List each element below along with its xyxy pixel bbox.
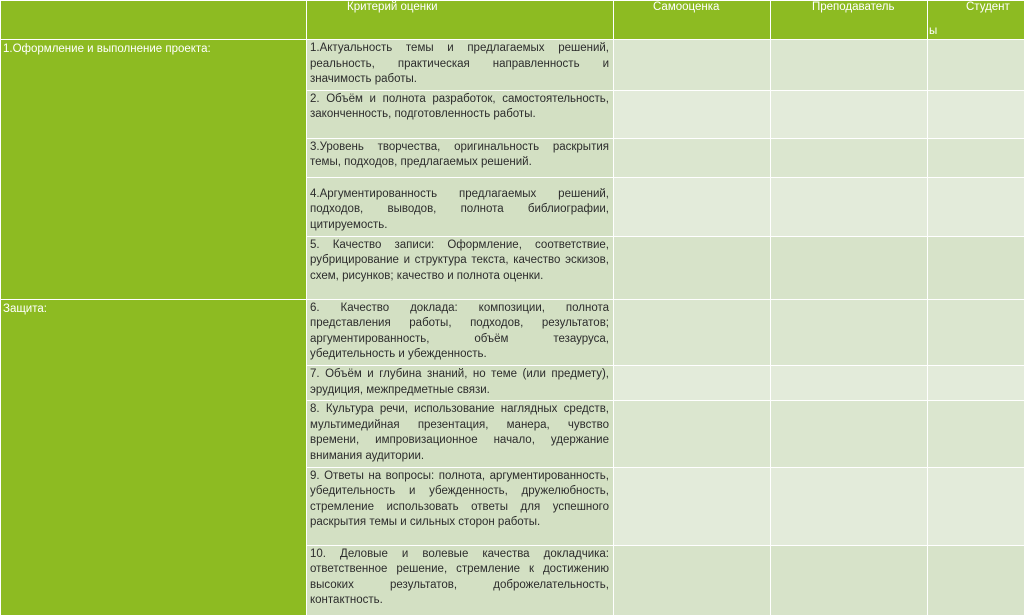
teacher-score-cell[interactable] <box>771 467 928 545</box>
header-students-line1: Студент <box>966 1 1010 15</box>
criterion-cell: 6. Качество доклада: композиции, полнота представления работы, подходов, результатов; аргументированность, объём тезауруса, убедительность и убежденность. <box>307 299 614 365</box>
section-title: Защита: <box>1 299 307 615</box>
teacher-score-cell[interactable] <box>771 90 928 138</box>
criterion-cell: 3.Уровень творчества, оригинальность раскрытия темы, подходов, предлагаемых решений. <box>307 138 614 177</box>
self-score-cell[interactable] <box>614 299 771 365</box>
teacher-score-cell[interactable] <box>771 299 928 365</box>
header-empty-cell <box>1 1 307 40</box>
self-score-cell[interactable] <box>614 90 771 138</box>
teacher-score-cell[interactable] <box>771 138 928 177</box>
teacher-score-cell[interactable] <box>771 545 928 615</box>
students-score-cell[interactable] <box>928 40 1024 91</box>
teacher-score-cell[interactable] <box>771 401 928 467</box>
teacher-score-cell[interactable] <box>771 177 928 236</box>
self-score-cell[interactable] <box>614 545 771 615</box>
self-score-cell[interactable] <box>614 467 771 545</box>
students-score-cell[interactable] <box>928 90 1024 138</box>
self-score-cell[interactable] <box>614 177 771 236</box>
students-score-cell[interactable] <box>928 467 1024 545</box>
header-row <box>1 1 1024 40</box>
students-score-cell[interactable] <box>928 365 1024 400</box>
students-score-cell[interactable] <box>928 138 1024 177</box>
header-self-assessment: Самооценка <box>614 1 771 40</box>
criterion-cell: 8. Культура речи, использование наглядных средств, мультимедийная презентация, манера, чувство времени, импровизационное начало, удержание внимания аудитории. <box>307 401 614 467</box>
students-score-cell[interactable] <box>928 177 1024 236</box>
criterion-cell: 9. Ответы на вопросы: полнота, аргументированность, убедительность и убежденность, дружелюбность, стремление использовать ответы для успешного раскрытия темы и сильных сторон работы. <box>307 467 614 545</box>
students-score-cell[interactable] <box>928 236 1024 299</box>
header-teacher: Преподаватель <box>771 1 928 40</box>
self-score-cell[interactable] <box>614 236 771 299</box>
section-title: 1.Оформление и выполнение проекта: <box>1 40 307 300</box>
students-score-cell[interactable] <box>928 545 1024 615</box>
teacher-score-cell[interactable] <box>771 365 928 400</box>
teacher-score-cell[interactable] <box>771 40 928 91</box>
self-score-cell[interactable] <box>614 401 771 467</box>
table-row <box>1 40 1024 91</box>
header-students <box>928 1 1024 40</box>
header-criterion: Критерий оценки <box>307 1 614 40</box>
criterion-cell: 7. Объём и глубина знаний, но теме (или предмету), эрудиция, межпредметные связи. <box>307 365 614 400</box>
self-score-cell[interactable] <box>614 40 771 91</box>
students-score-cell[interactable] <box>928 401 1024 467</box>
criterion-cell: 5. Качество записи: Оформление, соответствие, рубрицирование и структура текста, качество эскизов, схем, рисунков; качество и полнота оценки. <box>307 236 614 299</box>
criterion-cell: 2. Объём и полнота разработок, самостоятельность, законченность, подготовленность работы. <box>307 90 614 138</box>
header-students-line2: ы <box>929 24 937 38</box>
criterion-cell: 10. Деловые и волевые качества докладчика: ответственное решение, стремление к достижению высоких результатов, доброжелательность, контактность. <box>307 545 614 615</box>
students-score-cell[interactable] <box>928 299 1024 365</box>
self-score-cell[interactable] <box>614 138 771 177</box>
self-score-cell[interactable] <box>614 365 771 400</box>
criterion-cell: 4.Аргументированность предлагаемых решений, подходов, выводов, полнота библиографии, цитируемость. <box>307 177 614 236</box>
table-row <box>1 299 1024 365</box>
criterion-cell: 1.Актуальность темы и предлагаемых решений, реальность, практическая направленность и значимость работы. <box>307 40 614 91</box>
teacher-score-cell[interactable] <box>771 236 928 299</box>
